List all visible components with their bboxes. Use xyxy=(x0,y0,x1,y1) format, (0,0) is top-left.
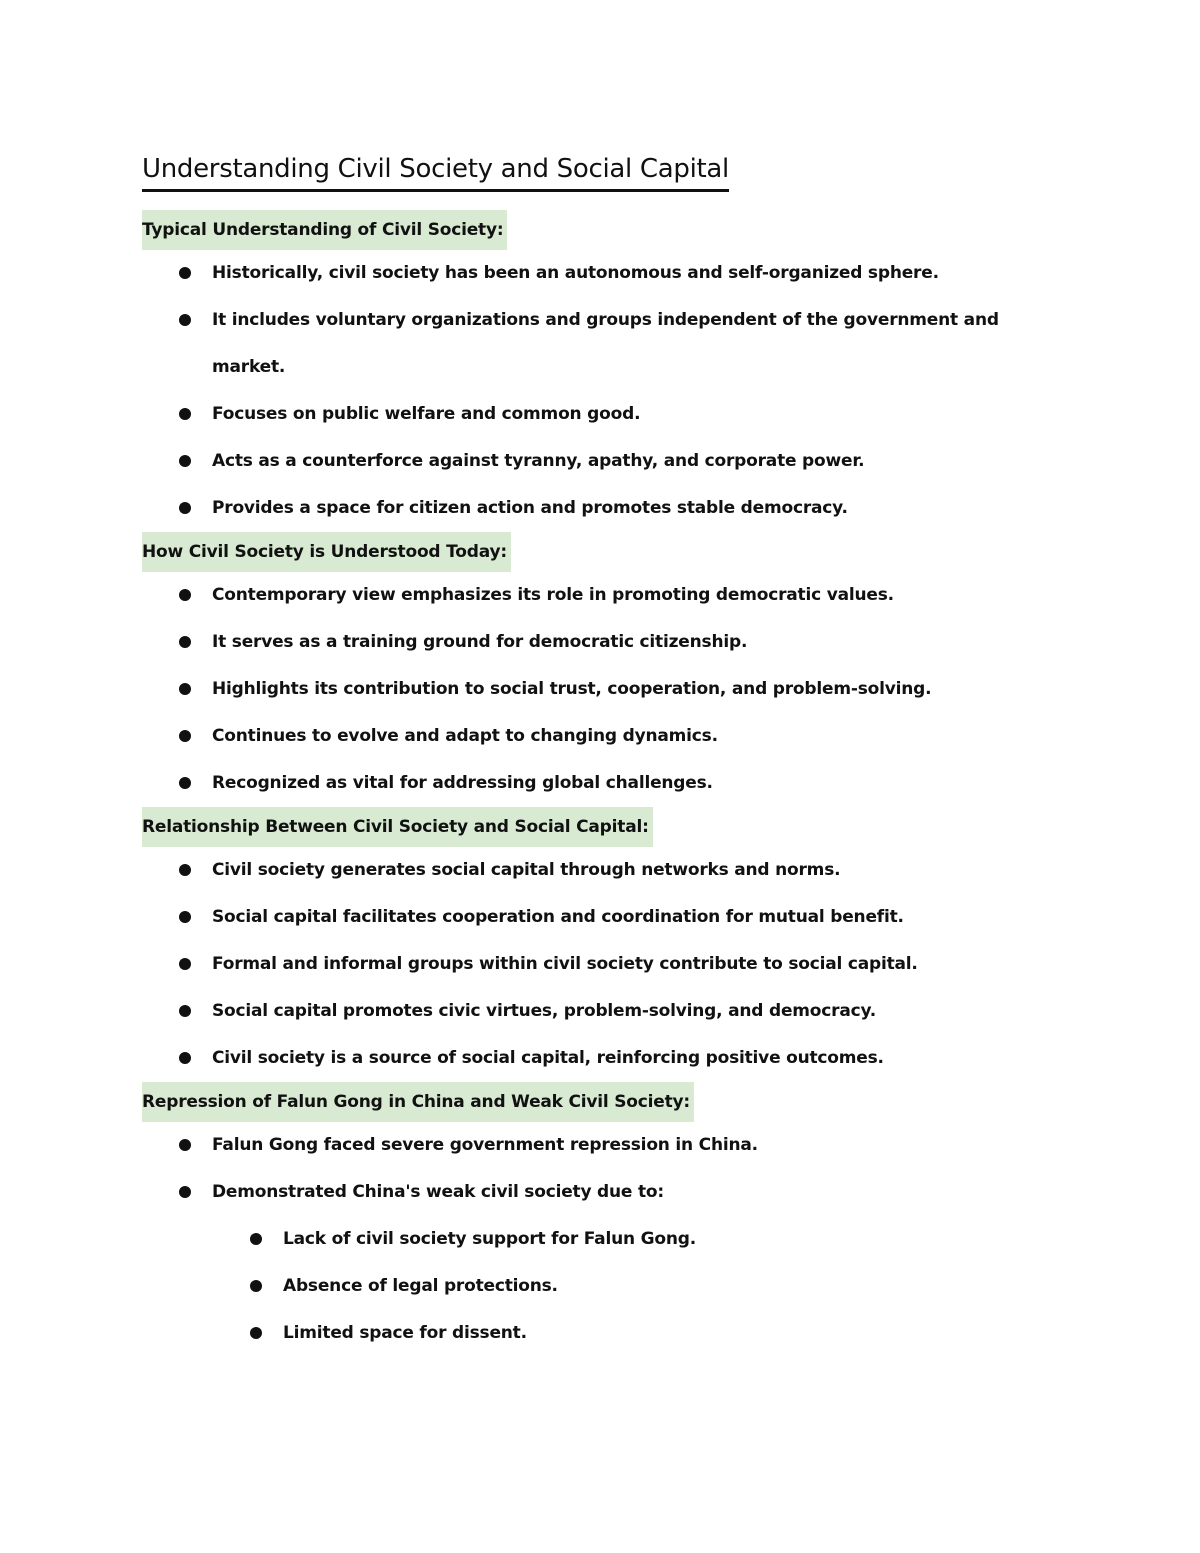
bullet-icon xyxy=(250,1327,262,1339)
list-item xyxy=(142,941,1042,988)
list-item-text: Lack of civil society support for Falun Gong. xyxy=(283,1229,696,1249)
list-item-text: Continues to evolve and adapt to changing dynamics. xyxy=(212,726,718,746)
list-item xyxy=(142,250,1042,297)
sub-bullet-list xyxy=(142,1216,1042,1357)
bullet-list xyxy=(142,250,1042,532)
bullet-icon xyxy=(179,958,191,970)
list-item xyxy=(142,1169,1042,1216)
list-item xyxy=(142,1122,1042,1169)
bullet-icon xyxy=(179,1005,191,1017)
section-relationship xyxy=(142,807,1042,1082)
list-item-text: Highlights its contribution to social trust, cooperation, and problem-solving. xyxy=(212,679,932,699)
bullet-icon xyxy=(179,267,191,279)
list-item-text: Absence of legal protections. xyxy=(283,1276,558,1296)
list-item xyxy=(142,1035,1042,1082)
sub-list-item xyxy=(142,1263,1042,1310)
list-item xyxy=(142,438,1042,485)
bullet-icon xyxy=(179,1186,191,1198)
list-item xyxy=(142,297,1042,391)
list-item-text: Provides a space for citizen action and promotes stable democracy. xyxy=(212,498,848,518)
bullet-icon xyxy=(179,864,191,876)
list-item xyxy=(142,619,1042,666)
list-item-text: Focuses on public welfare and common good. xyxy=(212,404,641,424)
list-item-text: Social capital facilitates cooperation and coordination for mutual benefit. xyxy=(212,907,904,927)
bullet-icon xyxy=(179,683,191,695)
list-item xyxy=(142,988,1042,1035)
list-item xyxy=(142,572,1042,619)
bullet-icon xyxy=(179,777,191,789)
list-item-text: Recognized as vital for addressing global challenges. xyxy=(212,773,713,793)
bullet-icon xyxy=(179,314,191,326)
list-item-text: Acts as a counterforce against tyranny, apathy, and corporate power. xyxy=(212,451,865,471)
list-item-text: It serves as a training ground for democratic citizenship. xyxy=(212,632,748,652)
list-item xyxy=(142,894,1042,941)
bullet-list xyxy=(142,572,1042,807)
section-heading: How Civil Society is Understood Today: xyxy=(142,532,511,572)
section-heading: Relationship Between Civil Society and Social Capital: xyxy=(142,807,653,847)
list-item xyxy=(142,713,1042,760)
bullet-icon xyxy=(179,911,191,923)
list-item-text: Civil society generates social capital through networks and norms. xyxy=(212,860,841,880)
bullet-icon xyxy=(179,1139,191,1151)
list-item xyxy=(142,391,1042,438)
section-heading: Repression of Falun Gong in China and Weak Civil Society: xyxy=(142,1082,694,1122)
bullet-icon xyxy=(250,1233,262,1245)
list-item xyxy=(142,760,1042,807)
list-item-text: Historically, civil society has been an autonomous and self-organized sphere. xyxy=(212,263,939,283)
list-item-text: Falun Gong faced severe government repression in China. xyxy=(212,1135,758,1155)
section-typical-understanding xyxy=(142,192,1042,532)
list-item-text: Formal and informal groups within civil society contribute to social capital. xyxy=(212,954,918,974)
bullet-icon xyxy=(179,589,191,601)
sub-list-item xyxy=(142,1310,1042,1357)
bullet-list xyxy=(142,847,1042,1082)
bullet-icon xyxy=(179,455,191,467)
list-item-text: Contemporary view emphasizes its role in promoting democratic values. xyxy=(212,585,894,605)
document-content xyxy=(142,150,1042,1357)
list-item-text: It includes voluntary organizations and groups independent of the government and market. xyxy=(212,310,999,377)
bullet-icon xyxy=(179,408,191,420)
list-item xyxy=(142,485,1042,532)
section-understood-today xyxy=(142,532,1042,807)
section-falun-gong-repression xyxy=(142,1082,1042,1357)
sub-list-item xyxy=(142,1216,1042,1263)
list-item-text: Limited space for dissent. xyxy=(283,1323,527,1343)
bullet-icon xyxy=(250,1280,262,1292)
bullet-list xyxy=(142,1122,1042,1216)
list-item-text: Social capital promotes civic virtues, problem-solving, and democracy. xyxy=(212,1001,877,1021)
section-heading: Typical Understanding of Civil Society: xyxy=(142,210,507,250)
list-item xyxy=(142,666,1042,713)
list-item xyxy=(142,847,1042,894)
bullet-icon xyxy=(179,636,191,648)
document-title: Understanding Civil Society and Social Capital xyxy=(142,150,729,192)
bullet-icon xyxy=(179,1052,191,1064)
bullet-icon xyxy=(179,730,191,742)
list-item-text: Demonstrated China's weak civil society due to: xyxy=(212,1182,664,1202)
list-item-text: Civil society is a source of social capital, reinforcing positive outcomes. xyxy=(212,1048,884,1068)
bullet-icon xyxy=(179,502,191,514)
